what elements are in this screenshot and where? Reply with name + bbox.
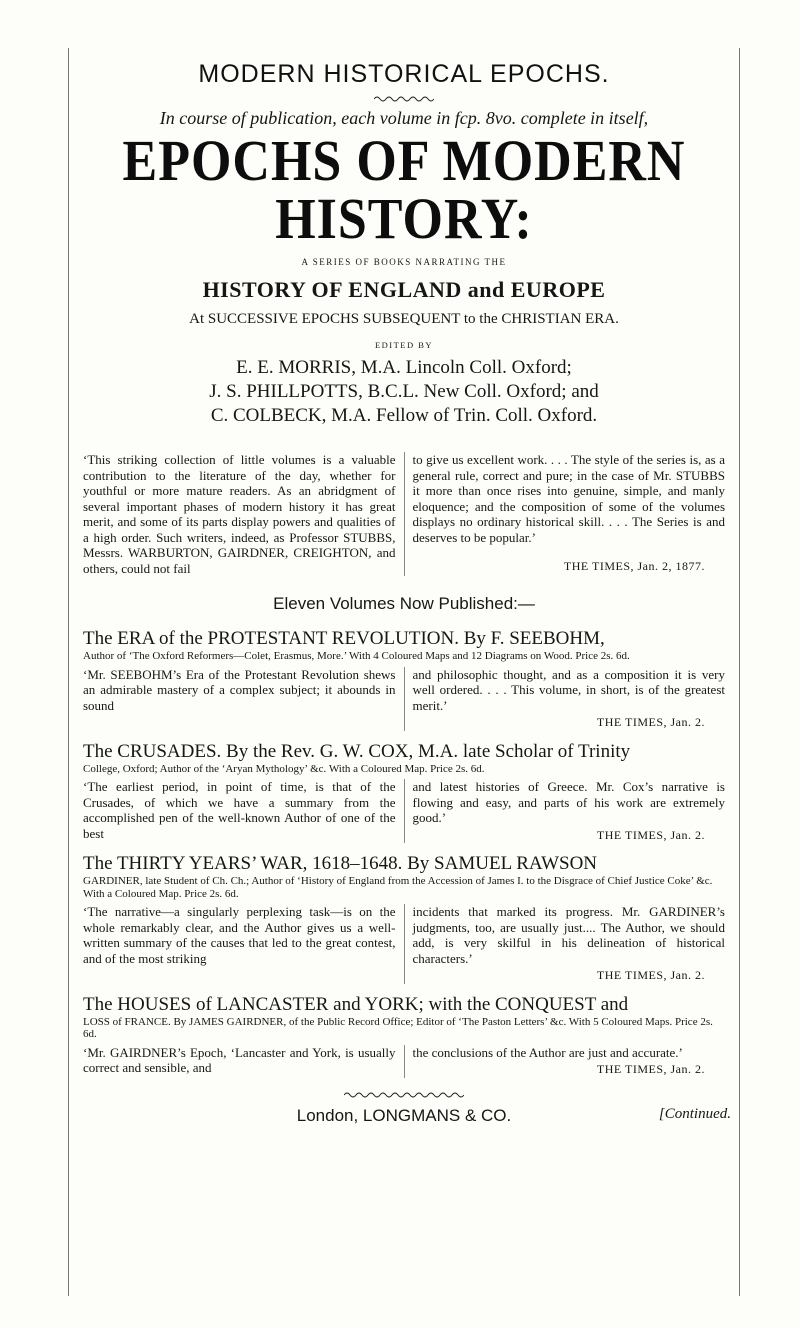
review-left-column: ‘Mr. SEEBOHM’s Era of the Protestant Revolution shews an admirable mastery of a complex subject; it abounds in sound [83,667,405,731]
volume-meta: Author of ‘The Oxford Reformers—Colet, Erasmus, More.’ With 4 Coloured Maps and 12 Diagrams on Wood. Price 2s. 6d. [83,650,630,662]
review-right-column [405,779,726,843]
volume-entry [83,628,725,731]
volume-title: The THIRTY YEARS’ WAR, 1618–1648. By SAMUEL RAWSON [83,853,598,874]
review-left-column: ‘Mr. GAIRDNER’s Epoch, ‘Lancaster and York, is usually correct and sensible, and [83,1045,405,1078]
volume-meta: College, Oxford; Author of the ‘Aryan Mythology’ &c. With a Coloured Map. Price 2s. 6d. [83,762,485,775]
review-attribution: THE TIMES, Jan. 2. [596,1062,705,1076]
decorative-squiggle [69,90,739,98]
review-right-text: the conclusions of the Author are just and accurate.’ [412,1044,683,1060]
volume-review [83,904,725,984]
epochs-line: At SUCCESSIVE EPOCHS SUBSEQUENT to the CHRISTIAN ERA. [189,311,619,327]
publication-subtitle: In course of publication, each volume in fcp. 8vo. complete in itself, [159,108,649,128]
history-heading: HISTORY OF ENGLAND and EUROPE [202,277,606,302]
edited-by-label: EDITED BY [374,340,434,350]
review-attribution: THE TIMES, Jan. 2. [596,968,705,982]
main-title: EPOCHS OF MODERN HISTORY: [122,129,686,252]
review-right-text: to give us excellent work. . . . The style of the series is, as a general rule, correct and pure; in the case of Mr. STUBBS it more than once rises into genuine, simple, and manly eloquence; and the composition of some of the volumes displays no ordinary historical skill. . . . The Series is and deserves to be popular.’ [412,452,725,545]
review-left-column: ‘The narrative—a singularly perplexing task—is on the whole remarkably clear, and the Author gives us a well-written summary of the causes that led to the great contest, and of the most striking [83,904,405,984]
volume-meta: GARDINER, late Student of Ch. Ch.; Author of ‘History of England from the Accession of James I. to the Disgrace of Chief Justice Coke’ &c. With a Coloured Map. Price 2s. 6d. [83,875,713,900]
volume-review [83,667,725,731]
review-right-column [405,904,726,984]
review-attribution: THE TIMES, Jan. 2. [596,827,705,842]
series-header: MODERN HISTORICAL EPOCHS. [198,60,610,88]
review-right-column [405,452,726,576]
review-left-column: ‘The earliest period, in point of time, is that of the Crusades, of which we have a summary from the accomplished pen of the well-known Author of one of the best [83,779,405,843]
published-heading: Eleven Volumes Now Published:— [273,594,535,613]
volume-review [83,779,725,843]
volume-entry [83,853,725,984]
series-review [83,452,725,576]
review-left-column: ‘This striking collection of little volumes is a valuable contribution to the literature of the day, whether for youthful or more mature readers. As an abridgment of several important phases of modern history it has great merit, and some of its parts display powers and qualities of a high order. Such writers, indeed, as Professor STUBBS, Messrs. WARBURTON, GAIRDNER, CREIGHTON, and others, could not fail [83,452,405,576]
volume-title: The HOUSES of LANCASTER and YORK; with the CONQUEST and [83,993,629,1015]
footer [69,1106,739,1126]
continued-label: [Continued. [658,1105,731,1122]
editor-line: C. COLBECK, M.A. Fellow of Trin. Coll. Oxford. [210,405,598,426]
editor-line: E. E. MORRIS, M.A. Lincoln Coll. Oxford; [236,357,572,378]
volume-title: The CRUSADES. By the Rev. G. W. COX, M.A. late Scholar of Trinity [83,740,631,762]
review-right-column [405,667,726,731]
review-attribution: THE TIMES, Jan. 2. [596,715,705,729]
review-attribution: THE TIMES, Jan. 2, 1877. [563,559,705,573]
volume-meta: LOSS of FRANCE. By JAMES GAIRDNER, of the Public Record Office; Editor of ‘The Paston Letters’ &c. With 5 Coloured Maps. Price 2s. 6d. [83,1015,713,1040]
publisher-line: London, LONGMANS & CO. [296,1105,512,1125]
advertisement-page [68,48,740,1296]
review-right-text: and philosophic thought, and as a composition it is very well ordered. . . . This volume, in short, is of the greatest merit.’ [412,666,725,713]
review-right-text: and latest histories of Greece. Mr. Cox’s narrative is flowing and easy, and parts of his work are extremely good.’ [412,779,725,825]
volume-title: The ERA of the PROTESTANT REVOLUTION. By F. SEEBOHM, [83,628,605,649]
volume-review [83,1045,725,1078]
series-description: A SERIES OF BOOKS NARRATING THE [301,257,507,267]
review-right-text: incidents that marked its progress. Mr. GARDINER’s judgments, too, are usually just.... The Author, we should add, is very skilful in his delineation of historical characters.’ [412,904,725,966]
decorative-squiggle [69,1086,739,1094]
volume-entry [83,994,725,1078]
review-right-column [405,1045,726,1078]
editors-list [69,356,739,428]
volume-entry [83,741,725,844]
editor-line: J. S. PHILLPOTTS, B.C.L. New Coll. Oxford; and [209,381,599,402]
